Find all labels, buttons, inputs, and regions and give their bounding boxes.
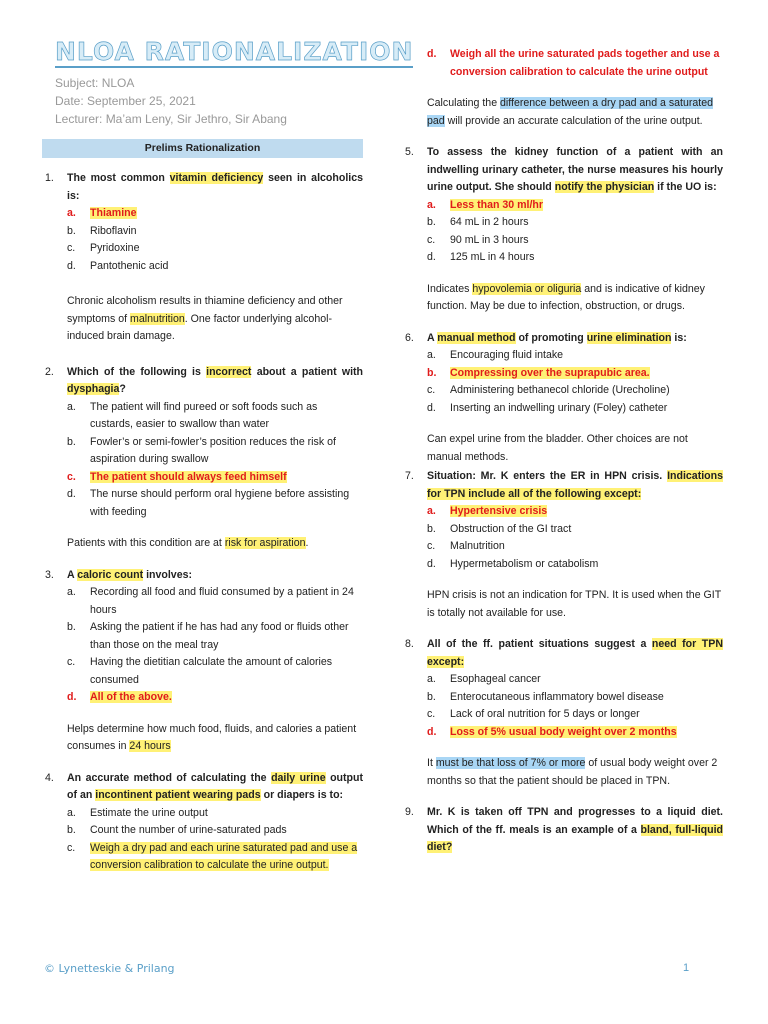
option-b <box>427 689 723 707</box>
option-d <box>427 556 723 574</box>
option-highlight: Weigh a dry pad and each urine saturated pad and use a conversion calibration to calculate the urine output. <box>90 841 358 871</box>
option-text: Count the number of urine-saturated pads <box>90 824 287 836</box>
text-run: Indicates <box>427 282 473 295</box>
option-letter: d. <box>427 725 437 738</box>
option-letter: a. <box>427 673 436 685</box>
text-run: ? <box>119 383 126 395</box>
option-letter: a. <box>67 400 76 413</box>
option-letter: a. <box>67 207 76 219</box>
highlight: notify the physician <box>554 181 655 193</box>
option-letter: c. <box>67 841 76 854</box>
question-text <box>427 636 723 671</box>
left-column <box>45 170 363 875</box>
option-letter: d. <box>67 691 77 703</box>
option-text: Hypermetabolism or catabolism <box>450 557 599 570</box>
option-d <box>427 46 723 81</box>
question-7 <box>405 468 723 503</box>
option-b <box>427 521 723 539</box>
text-run: is: <box>671 331 687 344</box>
option-text: Esophageal cancer <box>450 673 541 685</box>
option-a <box>67 399 363 434</box>
question-4 <box>45 770 363 805</box>
text-run: output of an <box>67 771 364 801</box>
option-text: 125 mL in 4 hours <box>450 251 535 263</box>
highlight: risk for aspiration <box>224 537 306 549</box>
question-5 <box>405 144 723 197</box>
question-number: 4. <box>45 771 54 784</box>
option-text: Weigh all the urine saturated pads together and use a conversion calibration to calculate the urine output <box>450 48 720 78</box>
text-run: involves: <box>143 568 193 581</box>
option-letter: b. <box>67 224 76 237</box>
option-c <box>427 538 723 556</box>
text-run: . One factor underlying alcohol-induced brain damage. <box>67 312 332 342</box>
option-b <box>67 434 363 469</box>
option-c <box>427 232 723 250</box>
question-text <box>67 770 363 805</box>
option-text: The nurse should perform oral hygiene before assisting with feeding <box>90 488 350 518</box>
option-c <box>427 382 723 400</box>
rationale-1 <box>67 293 363 346</box>
option-letter: b. <box>67 621 76 633</box>
option-text: Obstruction of the GI tract <box>450 522 572 535</box>
highlight: vitamin deficiency <box>169 172 264 184</box>
option-letter: a. <box>67 806 76 819</box>
answer-highlight: Thiamine <box>90 207 137 219</box>
text-run: The most common <box>67 172 170 184</box>
option-text: Asking the patient if he has had any food or fluids other than those on the meal tray <box>90 621 349 651</box>
question-number: 6. <box>405 331 414 344</box>
option-letter: a. <box>427 349 436 361</box>
option-letter: c. <box>427 540 436 552</box>
highlight: manual method <box>437 331 516 344</box>
text-run: or diapers is to: <box>260 789 344 801</box>
page-title: NLOA RATIONALIZATION <box>55 37 414 66</box>
option-text: Estimate the urine output <box>90 806 208 819</box>
text-run: will provide an accurate calculation of the urine output. <box>444 114 703 127</box>
text-run: To assess the kidney function of a patient with an indwelling urinary catheter, the nurse measures his hourly urine output. She should <box>427 146 723 193</box>
option-d <box>427 400 723 418</box>
option-d <box>67 486 363 521</box>
option-letter: a. <box>67 586 76 598</box>
answer-highlight: Compressing over the suprapubic area. <box>450 366 650 379</box>
option-d <box>67 258 363 276</box>
rationale-3 <box>67 721 363 756</box>
option-a <box>427 671 723 689</box>
text-run: Mr. K is taken off TPN and progresses to a liquid diet. Which of the ff. meals is an example of a <box>427 806 723 836</box>
answer-highlight: Loss of 5% usual body weight over 2 months <box>450 725 677 738</box>
option-letter: d. <box>67 488 76 500</box>
highlight: need for TPN except: <box>427 638 723 668</box>
question-number: 3. <box>45 568 54 581</box>
option-letter: c. <box>427 708 436 720</box>
text-run: of usual body weight over 2 months so that the patient should be placed in TPN. <box>427 757 718 787</box>
text-run: It <box>427 757 436 769</box>
highlight: urine elimination <box>586 331 672 344</box>
option-text: 90 mL in 3 hours <box>450 233 529 246</box>
text-run: Chronic alcoholism results in thiamine deficiency and other symptoms of <box>67 295 343 325</box>
option-letter: d. <box>427 48 437 60</box>
option-letter: b. <box>427 522 436 535</box>
text-run: A <box>67 568 78 581</box>
option-d <box>427 249 723 267</box>
option-b <box>67 619 363 654</box>
option-text: 64 mL in 2 hours <box>450 216 529 228</box>
option-a <box>67 805 363 823</box>
option-b <box>427 365 723 383</box>
option-letter: c. <box>427 384 436 396</box>
highlight: caloric count <box>77 568 144 581</box>
text-run: Which of the following is <box>67 365 207 378</box>
question-text <box>427 330 723 348</box>
highlight: incorrect <box>206 365 252 378</box>
highlight: incontinent patient wearing pads <box>95 789 261 801</box>
option-c <box>67 469 363 487</box>
option-text: Pyridoxine <box>90 242 140 254</box>
footer-credit: © Lynetteskie & Prilang <box>44 962 175 975</box>
option-letter: c. <box>67 470 76 483</box>
option-text: Malnutrition <box>450 540 505 552</box>
text-run: Helps determine how much food, fluids, and calories a patient consumes in <box>67 722 357 752</box>
option-text: Inserting an indwelling urinary (Foley) catheter <box>450 401 668 414</box>
question-text <box>67 364 363 399</box>
section-banner: Prelims Rationalization <box>42 139 363 158</box>
option-letter: a. <box>427 505 436 517</box>
rationale-8 <box>427 755 723 790</box>
option-c <box>67 840 363 875</box>
text-run: about a patient with <box>251 365 364 378</box>
rationale-2 <box>67 535 363 553</box>
answer-highlight: The patient should always feed himself <box>90 470 287 483</box>
option-letter: d. <box>67 259 76 272</box>
option-letter: a. <box>427 198 436 211</box>
page-number: 1 <box>683 962 690 974</box>
text-run: Patients with this condition are at <box>67 537 225 549</box>
option-text: Encouraging fluid intake <box>450 349 564 361</box>
right-column <box>405 46 723 857</box>
option-letter: b. <box>427 690 436 703</box>
option-letter: b. <box>427 216 436 228</box>
question-number: 7. <box>405 470 414 482</box>
option-b <box>67 223 363 241</box>
option-letter: c. <box>67 656 76 668</box>
rationale-6: Can expel urine from the bladder. Other choices are not manual methods. <box>427 433 688 463</box>
question-8 <box>405 636 723 671</box>
rationale-7: HPN crisis is not an indication for TPN. It is used when the GIT is totally not available for use. <box>427 589 722 619</box>
question-text <box>67 567 363 585</box>
question-2 <box>45 364 363 399</box>
option-c <box>67 240 363 258</box>
highlight: Indications for TPN include all of the following except: <box>427 470 723 500</box>
text-run: of promoting <box>515 331 587 344</box>
option-a <box>67 584 363 619</box>
document-meta <box>55 74 287 128</box>
option-letter: b. <box>427 366 437 379</box>
option-text: Enterocutaneous inflammatory bowel disease <box>450 690 664 703</box>
highlight: difference between a dry pad and a saturated pad <box>427 97 714 127</box>
text-run: and is indicative of kidney function. May be due to infection, obstruction, or drugs. <box>427 282 705 312</box>
option-text: Fowler’s or semi-fowler’s position reduces the risk of aspiration during swallow <box>90 435 336 465</box>
question-text <box>427 804 723 857</box>
highlight: 24 hours <box>129 740 171 752</box>
question-9 <box>405 804 723 857</box>
subject-line: Subject: NLOA <box>55 76 135 90</box>
date-line: Date: September 25, 2021 <box>55 94 196 108</box>
option-b <box>67 822 363 840</box>
option-a <box>67 205 363 223</box>
question-number: 5. <box>405 146 414 158</box>
question-text <box>427 468 723 503</box>
option-letter: b. <box>67 824 76 836</box>
highlight: dysphagia <box>67 383 120 395</box>
text-run: seen in alcoholics is: <box>67 172 363 202</box>
answer-highlight: Hypertensive crisis <box>450 505 548 517</box>
option-c <box>67 654 363 689</box>
question-text <box>427 144 723 197</box>
option-text: Administering bethanecol chloride (Urecholine) <box>450 384 670 396</box>
highlight: hypovolemia or oliguria <box>472 282 582 295</box>
option-a <box>427 197 723 215</box>
text-run: An accurate method of calculating the <box>67 771 272 784</box>
text-run: Calculating the <box>427 97 501 109</box>
option-letter: d. <box>427 401 436 414</box>
question-6 <box>405 330 723 348</box>
text-run: if the UO is: <box>654 181 717 193</box>
option-d <box>67 689 363 707</box>
option-letter: d. <box>427 557 436 570</box>
question-text <box>67 170 363 205</box>
option-d <box>427 724 723 742</box>
option-a <box>427 347 723 365</box>
text-run: . <box>305 537 309 549</box>
option-a <box>427 503 723 521</box>
option-text: Riboflavin <box>90 224 137 237</box>
highlight: malnutrition <box>130 312 185 325</box>
question-number: 1. <box>45 172 54 184</box>
text-run: A <box>427 331 438 344</box>
question-number: 9. <box>405 806 414 818</box>
question-3 <box>45 567 363 585</box>
highlight: bland, full-liquid diet? <box>427 823 723 853</box>
text-run: Situation: Mr. K enters the ER in HPN crisis. <box>427 470 668 482</box>
question-1 <box>45 170 363 205</box>
option-text: Having the dietitian calculate the amount of calories consumed <box>90 656 333 686</box>
option-letter: c. <box>67 242 76 254</box>
option-text: Recording all food and fluid consumed by a patient in 24 hours <box>90 586 354 616</box>
option-letter: c. <box>427 233 436 246</box>
highlight: must be that loss of 7% or more <box>435 757 586 769</box>
option-letter: b. <box>67 435 76 448</box>
question-number: 8. <box>405 638 414 650</box>
answer-highlight: All of the above. <box>90 691 172 703</box>
option-c <box>427 706 723 724</box>
option-letter: d. <box>427 251 436 263</box>
option-text: The patient will find pureed or soft foods such as custards, easier to swallow than water <box>90 400 318 430</box>
option-text: Pantothenic acid <box>90 259 169 272</box>
text-run: All of the ff. patient situations suggest a <box>427 638 652 650</box>
option-text: Lack of oral nutrition for 5 days or longer <box>450 708 640 720</box>
question-number: 2. <box>45 365 54 378</box>
answer-highlight: Less than 30 ml/hr <box>450 198 544 211</box>
lecturer-line: Lecturer: Ma’am Leny, Sir Jethro, Sir Abang <box>55 112 287 126</box>
rationale-5 <box>427 281 723 316</box>
highlight: daily urine <box>271 771 326 784</box>
rationale-4 <box>427 95 723 130</box>
option-b <box>427 214 723 232</box>
